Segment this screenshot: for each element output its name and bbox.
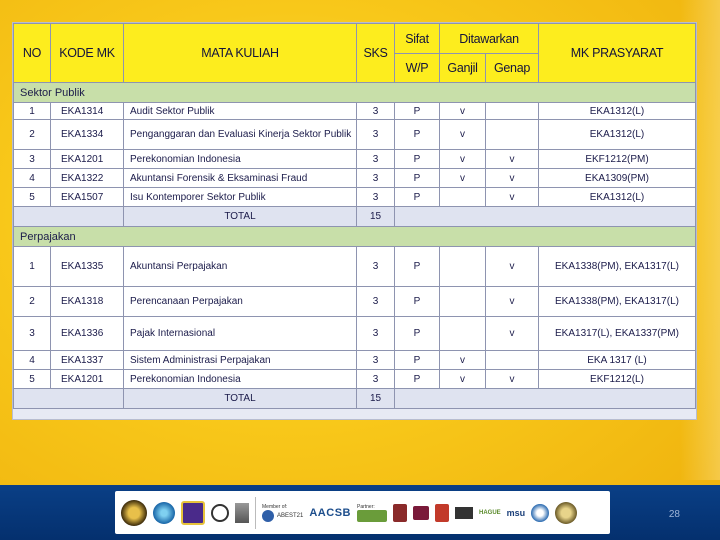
- cell-kode: EKA1314: [51, 103, 124, 120]
- cell-no: 2: [14, 287, 51, 317]
- cell-sks: 3: [357, 120, 395, 150]
- abest-logo-icon: [262, 510, 274, 522]
- cell-ganjil: [440, 247, 486, 287]
- cell-kode: EKA1318: [51, 287, 124, 317]
- table-row: [14, 169, 696, 188]
- abest-label: ABEST21: [277, 512, 304, 519]
- cell-wp: P: [395, 103, 440, 120]
- cell-sks: 3: [357, 169, 395, 188]
- cell-sks: 3: [357, 351, 395, 370]
- cell-prasyarat: EKA1338(PM), EKA1317(L): [539, 247, 696, 287]
- cell-ganjil: v: [440, 120, 486, 150]
- page-number: 28: [668, 509, 680, 520]
- cell-kode: EKA1201: [51, 150, 124, 169]
- cell-mata-kuliah: Akuntansi Forensik & Eksaminasi Fraud: [124, 169, 357, 188]
- cell-no: 4: [14, 351, 51, 370]
- cell-ganjil: [440, 188, 486, 207]
- total-sks: 15: [357, 207, 395, 227]
- partner-emblem-icon: [555, 502, 577, 524]
- cell-prasyarat: EKA1312(L): [539, 188, 696, 207]
- cell-ganjil: [440, 287, 486, 317]
- cell-no: 3: [14, 150, 51, 169]
- table-row: [14, 150, 696, 169]
- cell-sks: 3: [357, 103, 395, 120]
- university-seal-icon: [121, 500, 147, 526]
- msu-label: msu: [506, 507, 526, 518]
- cell-no: 1: [14, 247, 51, 287]
- cell-mata-kuliah: Perekonomian Indonesia: [124, 150, 357, 169]
- blue-globe-icon: [153, 502, 175, 524]
- partner-shield-icon: [435, 504, 449, 522]
- cell-genap: v: [486, 247, 539, 287]
- header-ganjil: Ganjil: [440, 54, 486, 83]
- cell-kode: EKA1507: [51, 188, 124, 207]
- table-row: [14, 370, 696, 389]
- total-row: [14, 207, 696, 227]
- curriculum-table: [13, 23, 696, 409]
- cell-kode: EKA1337: [51, 351, 124, 370]
- header-sifat: Sifat: [395, 24, 440, 54]
- total-empty-cell: [14, 389, 124, 409]
- cell-sks: 3: [357, 317, 395, 351]
- cell-mata-kuliah: Sistem Administrasi Perpajakan: [124, 351, 357, 370]
- cell-prasyarat: EKA1317(L), EKA1337(PM): [539, 317, 696, 351]
- cell-genap: v: [486, 287, 539, 317]
- cell-prasyarat: EKA1312(L): [539, 103, 696, 120]
- total-row: [14, 389, 696, 409]
- cell-kode: EKA1322: [51, 169, 124, 188]
- header-genap: Genap: [486, 54, 539, 83]
- section-header-row: [14, 227, 696, 247]
- table-row: [14, 287, 696, 317]
- cell-no: 3: [14, 317, 51, 351]
- total-sks: 15: [357, 389, 395, 409]
- cell-no: 5: [14, 370, 51, 389]
- cell-genap: v: [486, 317, 539, 351]
- table-row: [14, 103, 696, 120]
- aacsb-label: AACSB: [309, 506, 351, 519]
- cell-genap: [486, 103, 539, 120]
- hague-label: HAGUE: [478, 509, 501, 516]
- cell-mata-kuliah: Audit Sektor Publik: [124, 103, 357, 120]
- total-empty-cell: [395, 207, 696, 227]
- cell-mata-kuliah: Akuntansi Perpajakan: [124, 247, 357, 287]
- cell-prasyarat: EKA1309(PM): [539, 169, 696, 188]
- cell-prasyarat: EKF1212(L): [539, 370, 696, 389]
- cell-ganjil: v: [440, 351, 486, 370]
- purple-crest-icon: [181, 501, 205, 525]
- partner-round-logo-icon: [531, 504, 549, 522]
- table-row: [14, 120, 696, 150]
- cell-ganjil: v: [440, 103, 486, 120]
- cell-prasyarat: EKA1338(PM), EKA1317(L): [539, 287, 696, 317]
- table-row: [14, 317, 696, 351]
- usm-logo-icon: [413, 506, 429, 520]
- cell-mata-kuliah: Perencanaan Perpajakan: [124, 287, 357, 317]
- header-mata-kuliah: MATA KULIAH: [124, 24, 357, 83]
- partner-label: Partner:: [356, 503, 375, 510]
- cell-no: 5: [14, 188, 51, 207]
- cell-wp: P: [395, 351, 440, 370]
- cell-sks: 3: [357, 287, 395, 317]
- cell-genap: v: [486, 370, 539, 389]
- total-empty-cell: [395, 389, 696, 409]
- section-title: Sektor Publik: [14, 83, 696, 103]
- header-no: NO: [14, 24, 51, 83]
- cell-wp: P: [395, 287, 440, 317]
- cell-wp: P: [395, 169, 440, 188]
- cell-kode: EKA1201: [51, 370, 124, 389]
- header-wp: W/P: [395, 54, 440, 83]
- certification-mark-icon: [235, 503, 249, 523]
- header-ditawarkan: Ditawarkan: [440, 24, 539, 54]
- total-empty-cell: [14, 207, 124, 227]
- cell-sks: 3: [357, 150, 395, 169]
- cell-wp: P: [395, 247, 440, 287]
- cell-genap: v: [486, 188, 539, 207]
- cell-ganjil: v: [440, 370, 486, 389]
- cell-no: 2: [14, 120, 51, 150]
- cell-kode: EKA1335: [51, 247, 124, 287]
- cell-genap: [486, 120, 539, 150]
- cell-prasyarat: EKA1312(L): [539, 120, 696, 150]
- header-sks: SKS: [357, 24, 395, 83]
- divider: [255, 497, 256, 529]
- cell-wp: P: [395, 370, 440, 389]
- table-row: [14, 188, 696, 207]
- cell-no: 1: [14, 103, 51, 120]
- cell-mata-kuliah: Perekonomian Indonesia: [124, 370, 357, 389]
- itb-logo-icon: [455, 507, 473, 519]
- cell-mata-kuliah: Penganggaran dan Evaluasi Kinerja Sektor Publik: [124, 120, 357, 150]
- section-header-row: [14, 83, 696, 103]
- cell-genap: v: [486, 150, 539, 169]
- cell-kode: EKA1336: [51, 317, 124, 351]
- cell-mata-kuliah: Pajak Internasional: [124, 317, 357, 351]
- cell-genap: v: [486, 169, 539, 188]
- table-row: [14, 351, 696, 370]
- cell-sks: 3: [357, 188, 395, 207]
- cell-ganjil: v: [440, 169, 486, 188]
- cell-prasyarat: EKF1212(PM): [539, 150, 696, 169]
- member-of-label: Member of:: [262, 503, 288, 510]
- header-kode: KODE MK: [51, 24, 124, 83]
- cell-sks: 3: [357, 247, 395, 287]
- cell-genap: [486, 351, 539, 370]
- cell-sks: 3: [357, 370, 395, 389]
- header-prasyarat: MK PRASYARAT: [539, 24, 696, 83]
- table-row: [14, 247, 696, 287]
- table-body: [14, 83, 696, 409]
- cell-no: 4: [14, 169, 51, 188]
- cell-ganjil: v: [440, 150, 486, 169]
- partner-group: [357, 504, 387, 522]
- footer-bar: [0, 485, 720, 540]
- cell-wp: P: [395, 188, 440, 207]
- cell-ganjil: [440, 317, 486, 351]
- murray-logo-icon: [357, 510, 387, 522]
- cell-mata-kuliah: Isu Kontemporer Sektor Publik: [124, 188, 357, 207]
- iso-badge-icon: [211, 504, 229, 522]
- member-of-group: [262, 504, 303, 522]
- cell-wp: P: [395, 317, 440, 351]
- curriculum-table-frame: [12, 22, 697, 420]
- total-label: TOTAL: [124, 207, 357, 227]
- header-row-top: [14, 24, 696, 54]
- cell-prasyarat: EKA 1317 (L): [539, 351, 696, 370]
- cell-wp: P: [395, 150, 440, 169]
- partner-crest-icon: [393, 504, 407, 522]
- cell-wp: P: [395, 120, 440, 150]
- cell-kode: EKA1334: [51, 120, 124, 150]
- partner-logo-strip: [115, 491, 610, 534]
- section-title: Perpajakan: [14, 227, 696, 247]
- total-label: TOTAL: [124, 389, 357, 409]
